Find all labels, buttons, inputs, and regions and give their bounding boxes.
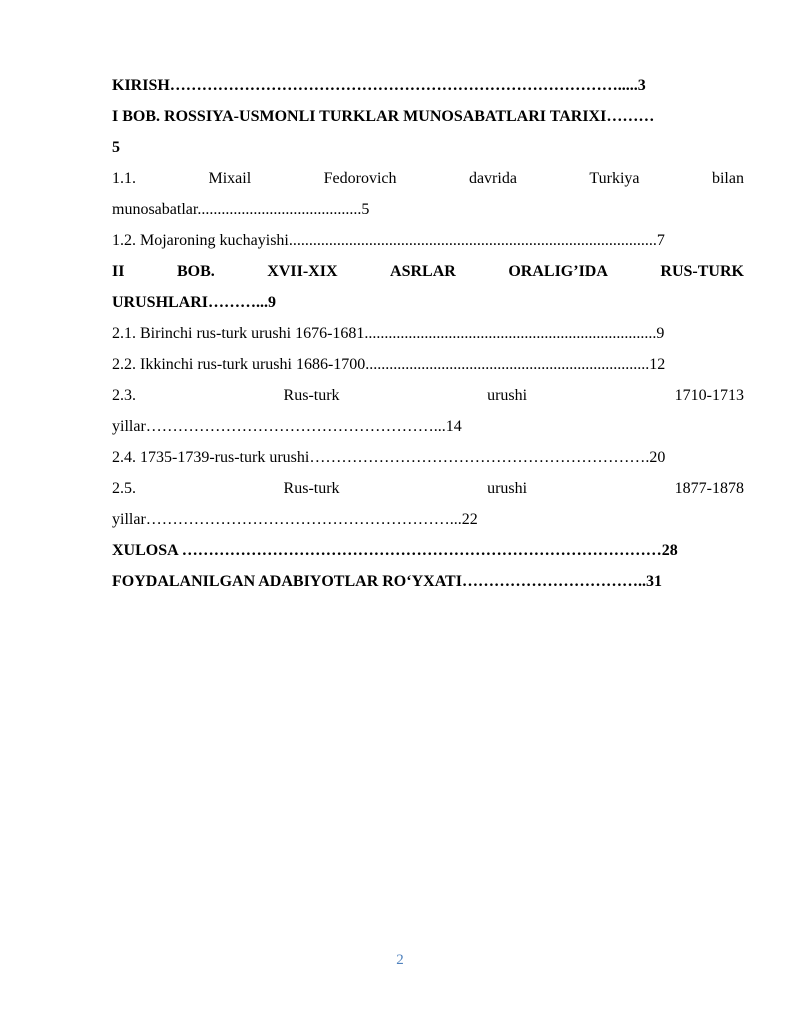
- page-number: 2: [396, 952, 404, 968]
- toc-entry-bob2: [112, 256, 744, 287]
- toc-word: 2.5.: [112, 480, 136, 497]
- toc-word: Fedorovich: [323, 170, 397, 187]
- table-of-contents: [112, 70, 744, 597]
- toc-word: 1710-1713: [674, 387, 744, 404]
- toc-entry-adabiyotlar: FOYDALANILGAN ADABIYOTLAR RO‘YXATI……………………………..31: [112, 573, 662, 590]
- toc-word: RUS-TURK: [660, 263, 744, 280]
- toc-entry-1-1-cont: munosabatlar.........................................5: [112, 201, 370, 218]
- toc-entry-2-4: 2.4. 1735-1739-rus-turk urushi……………………………………………………….20: [112, 449, 666, 466]
- toc-entry-2-2: 2.2. Ikkinchi rus-turk urushi 1686-1700.......................................................................12: [112, 356, 666, 373]
- toc-word: urushi: [487, 387, 528, 404]
- toc-word: II: [112, 263, 125, 280]
- toc-word: 1877-1878: [674, 480, 744, 497]
- toc-entry-bob1-title: I BOB. ROSSIYA-USMONLI TURKLAR MUNOSABATLARI TARIXI………: [112, 108, 655, 125]
- toc-word: Mixail: [208, 170, 252, 187]
- toc-word: urushi: [487, 480, 528, 497]
- toc-word: davrida: [468, 170, 517, 187]
- toc-word: 2.3.: [112, 387, 136, 404]
- toc-entry-1-1: [112, 163, 744, 194]
- toc-entry-2-1: 2.1. Birinchi rus-turk urushi 1676-1681.........................................................................9: [112, 325, 665, 342]
- toc-word: Turkiya: [589, 170, 640, 187]
- toc-entry-2-3: [112, 380, 744, 411]
- toc-word: ASRLAR: [390, 263, 456, 280]
- toc-word: ORALIG’IDA: [508, 263, 608, 280]
- toc-entry-1-2: 1.2. Mojaroning kuchayishi............................................................................................7: [112, 232, 665, 249]
- toc-entry-xulosa: XULOSA ………………………………………………………………………………28: [112, 542, 678, 559]
- toc-word: BOB.: [176, 263, 215, 280]
- toc-word: XVII-XIX: [267, 263, 338, 280]
- toc-word: Rus-turk: [283, 480, 340, 497]
- toc-word: bilan: [711, 170, 744, 187]
- toc-entry-kirish: KIRISH………………………………………………………………………….....3: [112, 77, 646, 94]
- toc-entry-2-3-cont: yillar………………………………………………...14: [112, 418, 462, 435]
- toc-entry-2-5-cont: yillar…………………………………………………...22: [112, 511, 478, 528]
- toc-word: 1.1.: [112, 170, 136, 187]
- toc-entry-bob2-cont: URUSHLARI………...9: [112, 294, 277, 311]
- toc-word: Rus-turk: [283, 387, 340, 404]
- toc-entry-bob1-page: 5: [112, 139, 120, 156]
- toc-entry-2-5: [112, 473, 744, 504]
